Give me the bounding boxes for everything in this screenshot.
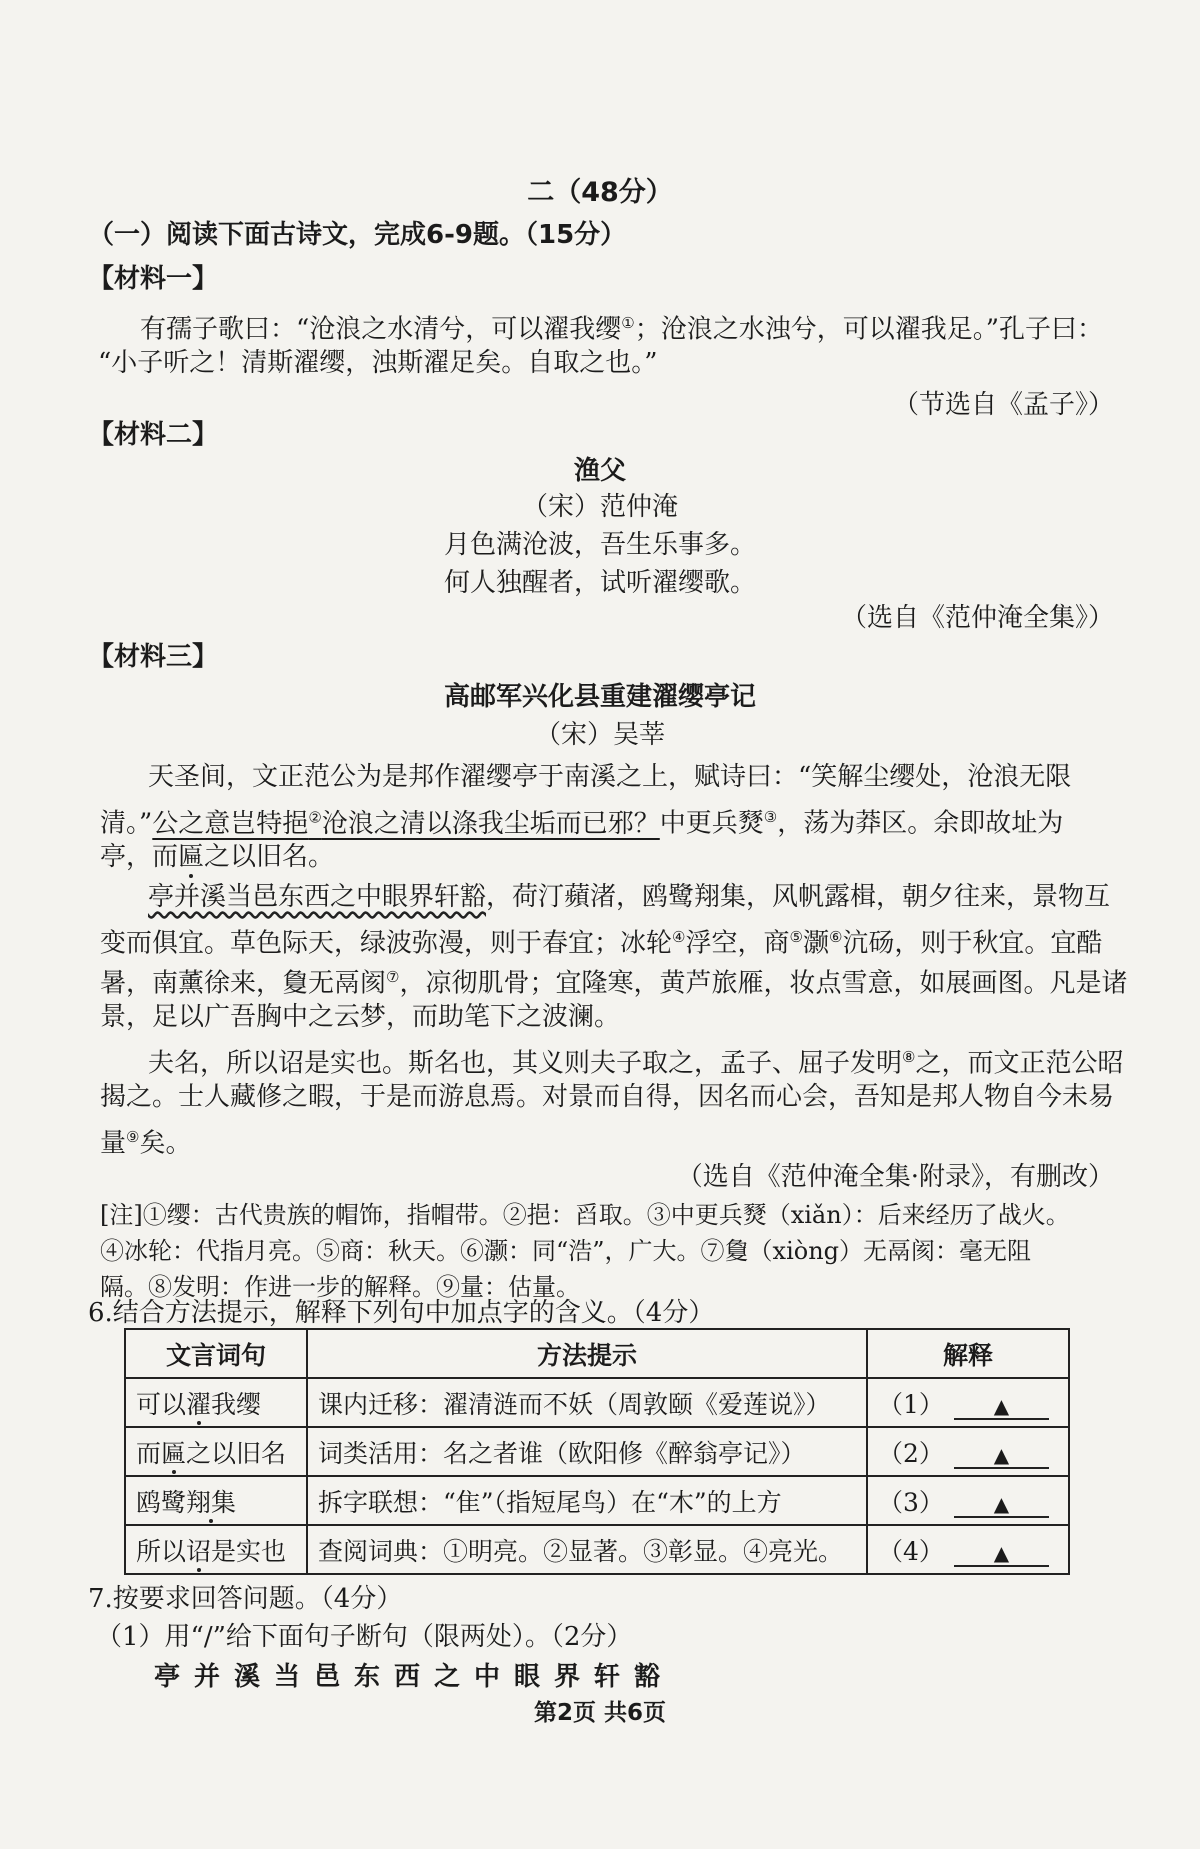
q6-stem: 6.结合方法提示，解释下列句中加点字的含义。（4分） [88, 1298, 715, 1328]
material3-label: 【材料三】 [88, 642, 219, 672]
q7-stem: 7.按要求回答问题。（4分） [88, 1584, 403, 1614]
essay-p1-line3: 亭，而匾之以旧名。 [100, 842, 335, 872]
poem-title: 渔父 [573, 456, 626, 486]
essay-p2-line1: 亭并溪当邑东西之中眼界轩豁，荷汀蘋渚，鸥鹭翔集，风帆露楫，朝夕往来，景物互 [148, 882, 1111, 912]
essay-p3-line3: 量⑨矣。 [100, 1128, 192, 1159]
essay-title: 高邮军兴化县重建濯缨亭记 [443, 682, 756, 712]
table-row [125, 1525, 1069, 1574]
q6-header-answer: 解释 [867, 1329, 1069, 1378]
q6-answer-blank[interactable]: （1） ▲ [867, 1378, 1069, 1427]
material3-source: （选自《范仲淹全集·附录》，有删改） [676, 1162, 1114, 1192]
essay-p2-line3: 暑，南薰徐来，敻无鬲阂⑦，凉彻肌骨；宜隆寒，黄芦旅雁，妆点雪意，如展画图。凡是诸 [100, 968, 1128, 999]
answer-triangle-icon: ▲ [954, 1541, 1049, 1567]
essay-p3-line1: 夫名，所以诏是实也。斯名也，其义则夫子取之，孟子、屈子发明⑧之，而文正范公昭 [148, 1048, 1124, 1079]
poem-line1: 月色满沧波，吾生乐事多。 [443, 530, 756, 560]
q6-header-phrase: 文言词句 [125, 1329, 307, 1378]
q6-answer-blank[interactable]: （3） ▲ [867, 1476, 1069, 1525]
essay-p2-line4: 景，足以广吾胸中之云梦，而助笔下之波澜。 [100, 1002, 621, 1032]
q6-table [124, 1328, 1070, 1575]
note-line2: ④冰轮：代指月亮。⑤商：秋天。⑥灏：同“浩”，广大。⑦敻（xiòng）无鬲阂：毫无阻 [100, 1237, 1032, 1265]
material1-line2: “小子听之！清斯濯缨，浊斯濯足矣。自取之也。” [98, 348, 658, 378]
poem-author: （宋）范仲淹 [521, 492, 678, 522]
essay-p1-line1: 天圣间，文正范公为是邦作濯缨亭于南溪之上，赋诗曰：“笑解尘缨处，沧浪无限 [148, 762, 1072, 792]
q6-phrase: 可以濯我缨 [125, 1378, 307, 1427]
q6-phrase: 鸥鹭翔集 [125, 1476, 307, 1525]
essay-p1-line2: 清。”公之意岂特挹②沧浪之清以涤我尘垢而已邪？中更兵燹③，荡为莽区。余即故址为 [100, 808, 1064, 839]
note-line1: [注]①缨：古代贵族的帽饰，指帽带。②挹：舀取。③中更兵燹（xiǎn）：后来经历了战火。 [100, 1201, 1070, 1229]
q6-phrase: 所以诏是实也 [125, 1525, 307, 1574]
essay-p3-line2: 揭之。士人藏修之暇，于是而游息焉。对景而自得，因名而心会，吾知是邦人物自今未易 [100, 1082, 1115, 1112]
page-footer: 第2页 共6页 [533, 1700, 666, 1726]
q6-hint: 查阅词典：①明亮。②显著。③彰显。④亮光。 [307, 1525, 867, 1574]
q6-hint: 词类活用：名之者谁（欧阳修《醉翁亭记》） [307, 1427, 867, 1476]
section-title: 二（48分） [527, 177, 673, 208]
material1-line1: 有孺子歌曰：“沧浪之水清兮，可以濯我缨①；沧浪之水浊兮，可以濯我足。”孔子曰： [140, 314, 1104, 345]
q6-hint: 拆字联想：“隹”（指短尾鸟）在“木”的上方 [307, 1476, 867, 1525]
q6-header-hint: 方法提示 [307, 1329, 867, 1378]
part1-instruction: （一）阅读下面古诗文，完成6-9题。（15分） [88, 220, 627, 250]
q6-answer-blank[interactable]: （2） ▲ [867, 1427, 1069, 1476]
q7-sentence[interactable]: 亭并溪当邑东西之中眼界轩豁 [154, 1662, 675, 1692]
q7-sub1: （1）用“/”给下面句子断句（限两处）。（2分） [96, 1622, 633, 1652]
material2-source: （选自《范仲淹全集》） [840, 603, 1114, 633]
answer-triangle-icon: ▲ [954, 1492, 1049, 1518]
material1-source: （节选自《孟子》） [892, 390, 1114, 420]
essay-p2-line2: 变而俱宜。草色际天，绿波弥漫，则于春宜；冰轮④浮空，商⑤灏⑥沆砀，则于秋宜。宜酷 [100, 928, 1103, 959]
q6-phrase: 而匾之以旧名 [125, 1427, 307, 1476]
q6-header-row [125, 1329, 1069, 1378]
poem-line2: 何人独醒者，试听濯缨歌。 [443, 568, 756, 598]
table-row [125, 1378, 1069, 1427]
material1-label: 【材料一】 [88, 264, 219, 294]
table-row [125, 1427, 1069, 1476]
essay-author: （宋）吴莘 [534, 720, 665, 750]
answer-triangle-icon: ▲ [954, 1443, 1049, 1469]
note-line3: 隔。⑧发明：作进一步的解释。⑨量：估量。 [100, 1273, 580, 1301]
q6-hint: 课内迁移：濯清涟而不妖（周敦颐《爱莲说》） [307, 1378, 867, 1427]
answer-triangle-icon: ▲ [954, 1394, 1049, 1420]
q6-answer-blank[interactable]: （4） ▲ [867, 1525, 1069, 1574]
material2-label: 【材料二】 [88, 420, 219, 450]
table-row [125, 1476, 1069, 1525]
